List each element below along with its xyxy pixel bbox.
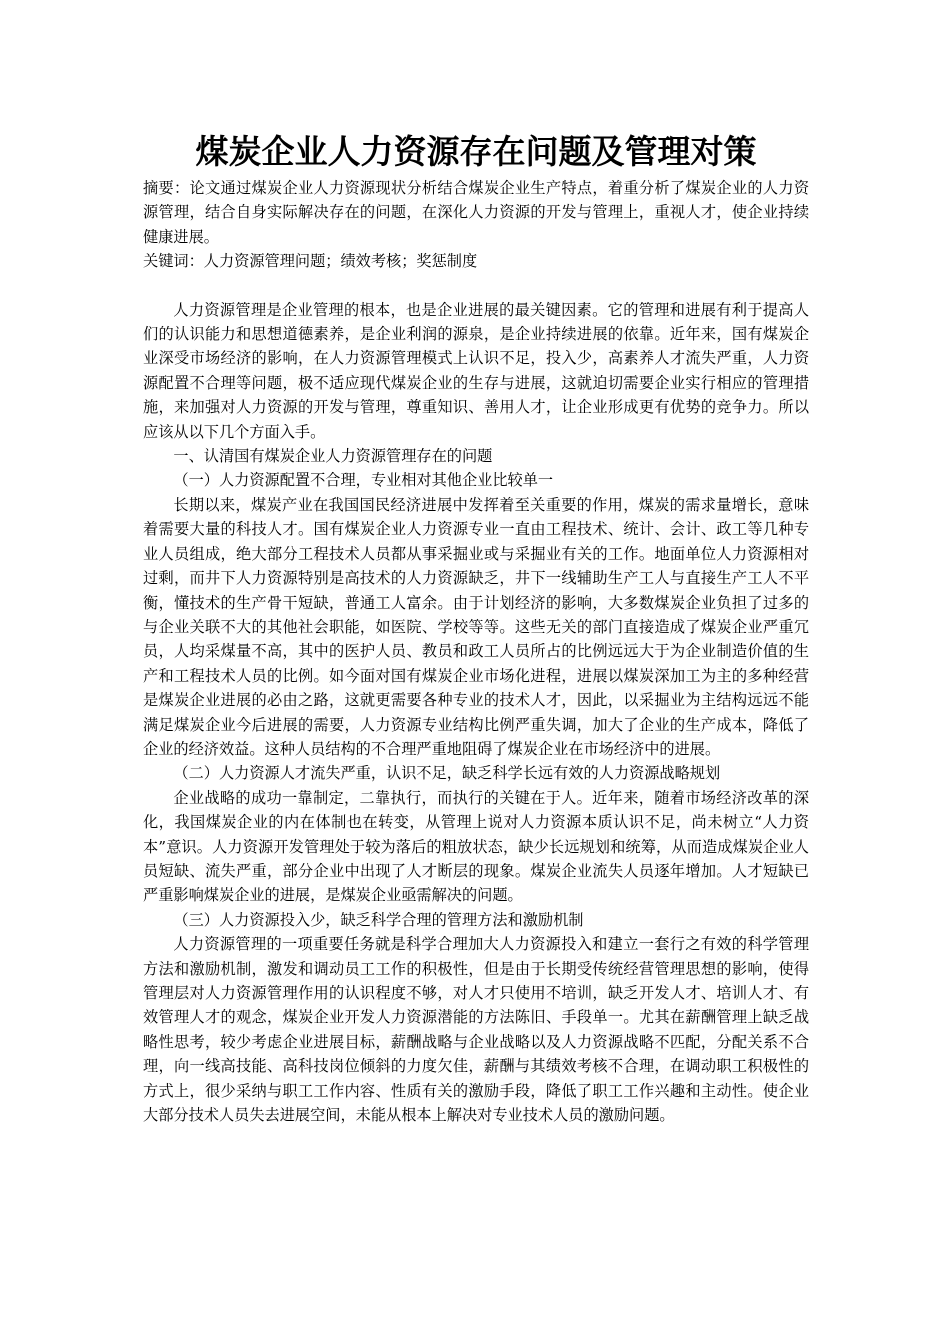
document-title: 煤炭企业人力资源存在问题及管理对策 xyxy=(195,132,757,171)
blank-line xyxy=(143,274,809,298)
subsection-body-3: 人力资源管理的一项重要任务就是科学合理加大人力资源投入和建立一套行之有效的科学管理方法和激励机制，激发和调动员工工作的积极性，但是由于长期受传统经营管理思想的影响，使得管理层对人力资源管理作用的认识程度不够，对人才只使用不培训，缺乏开发人才、培训人才、有效管理人才的观念，煤炭企业开发人力资源潜能的方法陈旧、手段单一。尤其在薪酬管理上缺乏战略性思考，较少考虑企业进展目标，薪酬战略与企业战略以及人力资源战略不匹配，分配关系不合理，向一线高技能、高科技岗位倾斜的力度欠佳，薪酬与其绩效考核不合理，在调动职工积极性的方式上，很少采纳与职工工作内容、性质有关的激励手段，降低了职工工作兴趣和主动性。使企业大部分技术人员失去进展空间，未能从根本上解决对专业技术人员的激励问题。 xyxy=(143,935,809,1125)
subsection-heading-1: （一）人力资源配置不合理，专业相对其他企业比较单一 xyxy=(173,471,554,490)
abstract: 摘要：论文通过煤炭企业人力资源现状分析结合煤炭企业生产特点，着重分析了煤炭企业的人力资源管理，结合自身实际解决存在的问题，在深化人力资源的开发与管理上，重视人才，使企业持续健康进展。 xyxy=(143,179,809,246)
intro-paragraph: 人力资源管理是企业管理的根本，也是企业进展的最关键因素。它的管理和进展有利于提高人们的认识能力和思想道德素养，是企业利润的源泉，是企业持续进展的依靠。近年来，国有煤炭企业深受市场经济的影响，在人力资源管理模式上认识不足，投入少，高素养人才流失严重，人力资源配置不合理等问题，极不适应现代煤炭企业的生存与进展，这就迫切需要企业实行相应的管理措施，来加强对人力资源的开发与管理，尊重知识、善用人才，让企业形成更有优势的竞争力。所以应该从以下几个方面入手。 xyxy=(143,300,809,441)
subsection-body-1: 长期以来，煤炭产业在我国国民经济进展中发挥着至关重要的作用，煤炭的需求量增长，意味着需要大量的科技人才。国有煤炭企业人力资源专业一直由工程技术、统计、会计、政工等几种专业人员组成，绝大部分工程技术人员都从事采掘业或与采掘业有关的工作。地面单位人力资源相对过剩，而井下人力资源特别是高技术的人力资源缺乏，井下一线辅助生产工人与直接生产工人不平衡，懂技术的生产骨干短缺，普通工人富余。由于计划经济的影响，大多数煤炭企业负担了过多的与企业关联不大的其他社会职能，如医院、学校等等。这些无关的部门直接造成了煤炭企业严重冗员，人均采煤量不高，其中的医护人员、教员和政工人员所占的比例远远大于为企业制造价值的生产和工程技术人员的比例。如今面对国有煤炭企业市场化进程，进展以煤炭深加工为主的多种经营是煤炭企业进展的必由之路，这就更需要各种专业的技术人才，因此，以采掘业为主结构远远不能满足煤炭企业今后进展的需要，人力资源专业结构比例严重失调，加大了企业的生产成本，降低了企业的经济效益。这种人员结构的不合理严重地阻碍了煤炭企业在市场经济中的进展。 xyxy=(143,495,809,758)
subsection-heading-2: （二）人力资源人才流失严重，认识不足，缺乏科学长远有效的人力资源战略规划 xyxy=(173,764,721,783)
subsection-heading-3: （三）人力资源投入少，缺乏科学合理的管理方法和激励机制 xyxy=(173,910,584,929)
document-page xyxy=(143,130,809,1127)
keywords: 关键词：人力资源管理问题；绩效考核；奖惩制度 xyxy=(143,252,478,271)
subsection-body-2: 企业战略的成功一靠制定，二靠执行，而执行的关键在于人。近年来，随着市场经济改革的深化，我国煤炭企业的内在体制也在转变，从管理上说对人力资源本质认识不足，尚未树立“人力资本”意识。人力资源开发管理处于较为落后的粗放状态，缺少长远规划和统筹，从而造成煤炭企业人员短缺、流失严重，部分企业中出现了人才断层的现象。煤炭企业流失人员逐年增加。人才短缺已严重影响煤炭企业的进展，是煤炭企业亟需解决的问题。 xyxy=(143,788,809,905)
section-heading-1: 一、认清国有煤炭企业人力资源管理存在的问题 xyxy=(173,447,493,466)
